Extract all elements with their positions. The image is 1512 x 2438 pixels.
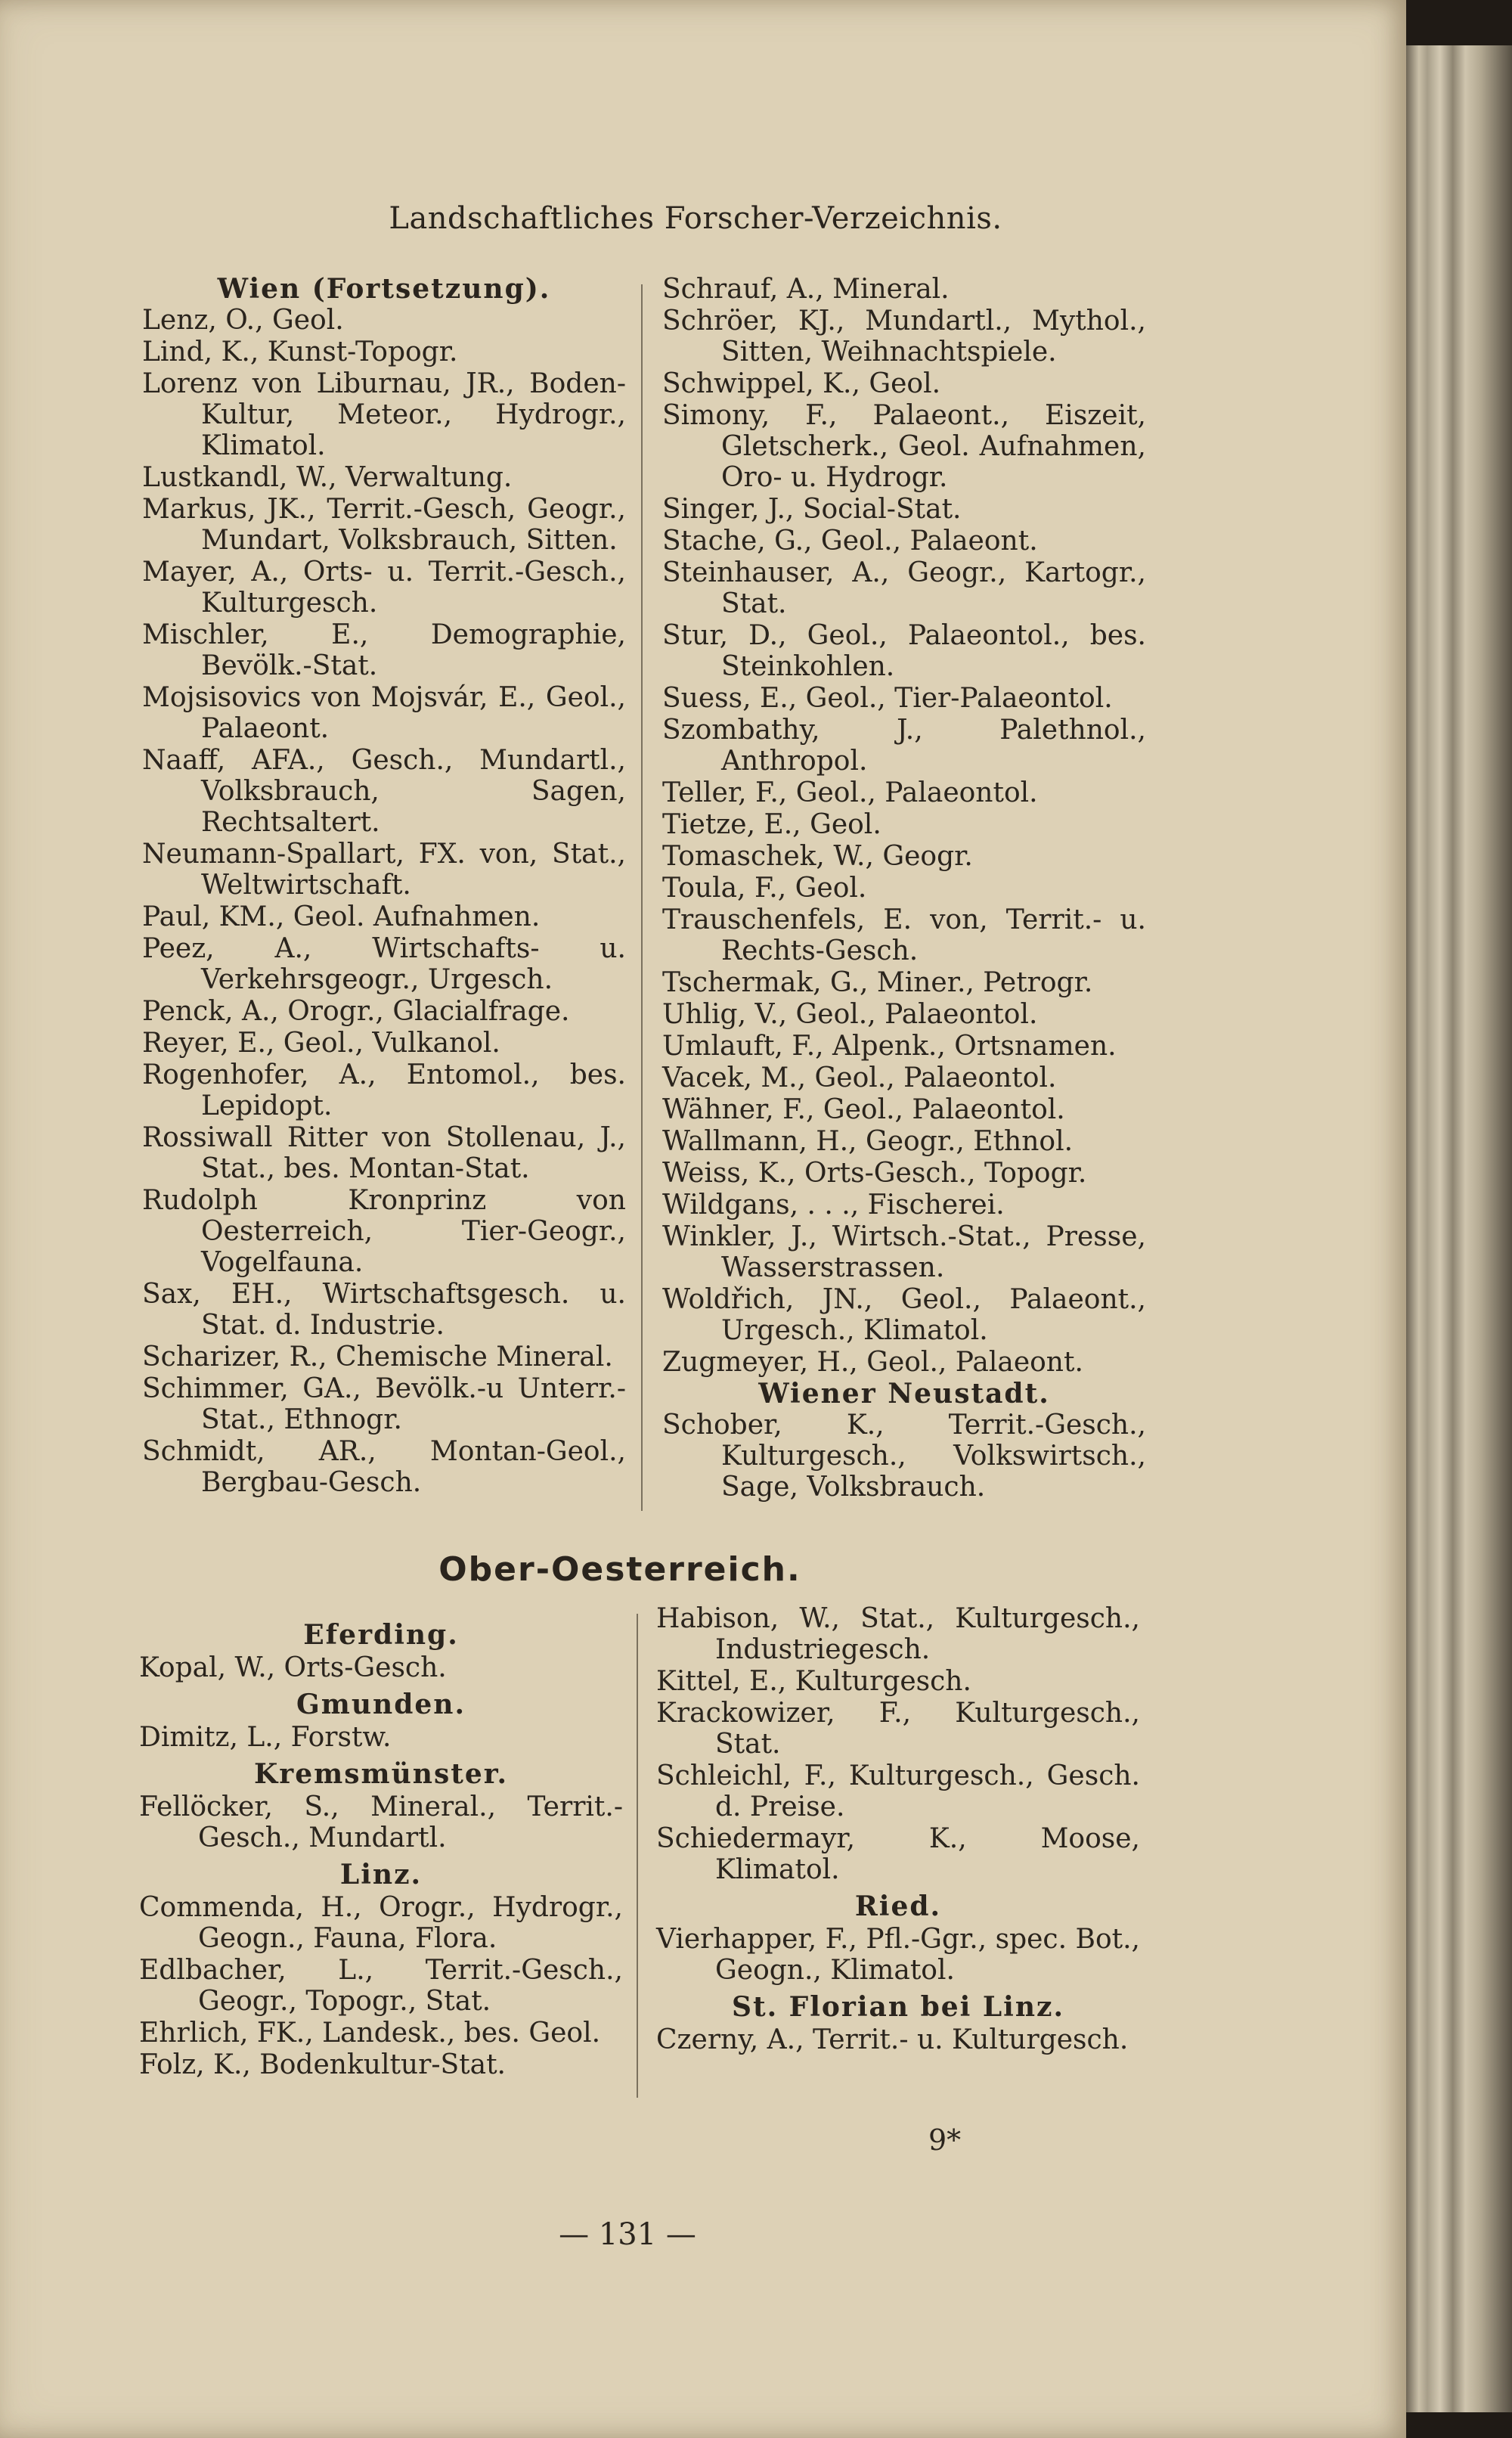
index-entry: Habison, W., Stat., Kulturgesch., Industriegesch.: [656, 1603, 1140, 1665]
index-entry: Kittel, E., Kulturgesch.: [656, 1666, 971, 1697]
index-entry: Steinhauser, A., Geogr., Kartogr., Stat.: [662, 557, 1146, 619]
index-entry: Szombathy, J., Palethnol., Anthropol.: [662, 715, 1146, 777]
index-entry: Mojsisovics von Mojsvár, E., Geol., Palaeont.: [142, 682, 626, 744]
place-heading: St. Florian bei Linz.: [731, 1991, 1065, 2023]
place-heading: Ried.: [854, 1891, 942, 1922]
index-entry: Trauschenfels, E. von, Territ.- u. Rechts-Gesch.: [662, 904, 1146, 966]
index-entry: Kopal, W., Orts-Gesch.: [139, 1652, 447, 1683]
index-entry: Zugmeyer, H., Geol., Palaeont.: [662, 1347, 1083, 1378]
place-heading: Gmunden.: [296, 1689, 466, 1720]
index-entry: Schimmer, GA., Bevölk.-u Unterr.-Stat., Ethnogr.: [142, 1373, 626, 1435]
wien-left-column: [142, 274, 626, 1499]
index-entry: Schiedermayr, K., Moose, Klimatol.: [656, 1823, 1140, 1885]
index-entry: Singer, J., Social-Stat.: [662, 494, 962, 525]
index-entry: Schleichl, F., Kulturgesch., Gesch. d. Preise.: [656, 1760, 1140, 1822]
place-heading: Wiener Neustadt.: [758, 1378, 1050, 1410]
index-entry: Penck, A., Orogr., Glacialfrage.: [142, 996, 570, 1027]
index-entry: Lustkandl, W., Verwaltung.: [142, 462, 513, 493]
place-heading: Linz.: [339, 1859, 423, 1891]
index-entry: Fellöcker, S., Mineral., Territ.-Gesch., Mundartl.: [139, 1791, 623, 1853]
wien-right-column: [662, 274, 1146, 1503]
index-entry: Markus, JK., Territ.-Gesch, Geogr., Mundart, Volksbrauch, Sitten.: [142, 494, 626, 556]
index-entry: Edlbacher, L., Territ.-Gesch., Geogr., Topogr., Stat.: [139, 1955, 623, 2017]
index-entry: Wähner, F., Geol., Palaeontol.: [662, 1094, 1065, 1125]
index-entry: Wildgans, . . ., Fischerei.: [662, 1190, 1005, 1221]
index-entry: Lenz, O., Geol.: [142, 305, 344, 336]
index-entry: Toula, F., Geol.: [662, 873, 867, 904]
index-entry: Wallmann, H., Geogr., Ethnol.: [662, 1126, 1074, 1157]
index-entry: Sax, EH., Wirtschaftsgesch. u. Stat. d. Industrie.: [142, 1279, 626, 1341]
index-entry: Tschermak, G., Miner., Petrogr.: [662, 967, 1093, 998]
index-entry: Schröer, KJ., Mundartl., Mythol., Sitten, Weihnachtspiele.: [662, 306, 1146, 368]
index-entry: Winkler, J., Wirtsch.-Stat., Presse, Wasserstrassen.: [662, 1221, 1146, 1283]
place-heading: Kremsmünster.: [254, 1758, 508, 1790]
index-entry: Schrauf, A., Mineral.: [662, 274, 950, 305]
index-entry: Lorenz von Liburnau, JR., Boden-Kultur, Meteor., Hydrogr., Klimatol.: [142, 368, 626, 461]
index-entry: Uhlig, V., Geol., Palaeontol.: [662, 999, 1038, 1030]
column-divider: [641, 284, 643, 1511]
index-entry: Ehrlich, FK., Landesk., bes. Geol.: [139, 2018, 601, 2049]
index-entry: Vacek, M., Geol., Palaeontol.: [662, 1062, 1057, 1093]
index-entry: Schwippel, K., Geol.: [662, 368, 941, 399]
index-entry: Scharizer, R., Chemische Mineral.: [142, 1342, 613, 1373]
index-entry: Stache, G., Geol., Palaeont.: [662, 526, 1038, 557]
running-head: Landschaftliches Forscher-Verzeichnis.: [389, 201, 1002, 236]
column-divider: [637, 1614, 638, 2098]
page-number: — 131 —: [559, 2217, 696, 2252]
index-entry: Lind, K., Kunst-Topogr.: [142, 337, 458, 368]
index-entry: Reyer, E., Geol., Vulkanol.: [142, 1028, 500, 1059]
index-entry: Krackowizer, F., Kulturgesch., Stat.: [656, 1698, 1140, 1760]
index-entry: Naaff, AFA., Gesch., Mundartl., Volksbrauch, Sagen, Rechtsaltert.: [142, 745, 626, 838]
index-entry: Peez, A., Wirtschafts- u. Verkehrsgeogr., Urgesch.: [142, 933, 626, 995]
index-entry: Woldřich, JN., Geol., Palaeont., Urgesch., Klimatol.: [662, 1284, 1146, 1346]
index-entry: Mayer, A., Orts- u. Territ.-Gesch., Kulturgesch.: [142, 557, 626, 619]
index-entry: Tietze, E., Geol.: [662, 809, 881, 840]
index-entry: Stur, D., Geol., Palaeontol., bes. Steinkohlen.: [662, 620, 1146, 682]
place-heading: Wien (Fortsetzung).: [217, 273, 551, 305]
index-entry: Rogenhofer, A., Entomol., bes. Lepidopt.: [142, 1059, 626, 1121]
index-entry: Mischler, E., Demographie, Bevölk.-Stat.: [142, 619, 626, 681]
index-entry: Weiss, K., Orts-Gesch., Topogr.: [662, 1158, 1087, 1189]
index-entry: Rossiwall Ritter von Stollenau, J., Stat., bes. Montan-Stat.: [142, 1122, 626, 1184]
place-heading: Eferding.: [303, 1619, 459, 1651]
page-edges: [1406, 45, 1512, 2412]
index-entry: Simony, F., Palaeont., Eiszeit, Gletscherk., Geol. Aufnahmen, Oro- u. Hydrogr.: [662, 400, 1146, 493]
index-entry: Vierhapper, F., Pfl.-Ggr., spec. Bot., Geogn., Klimatol.: [656, 1924, 1140, 1986]
index-entry: Tomaschek, W., Geogr.: [662, 841, 973, 872]
region-heading: Ober-Oesterreich.: [438, 1550, 801, 1589]
index-entry: Schober, K., Territ.-Gesch., Kulturgesch., Volkswirtsch., Sage, Volksbrauch.: [662, 1410, 1146, 1503]
index-entry: Czerny, A., Territ.- u. Kulturgesch.: [656, 2024, 1129, 2055]
index-entry: Paul, KM., Geol. Aufnahmen.: [142, 901, 541, 932]
index-entry: Neumann-Spallart, FX. von, Stat., Weltwirtschaft.: [142, 839, 626, 901]
signature-mark: 9*: [928, 2123, 962, 2157]
index-entry: Folz, K., Bodenkultur-Stat.: [139, 2049, 506, 2080]
index-entry: Commenda, H., Orogr., Hydrogr., Geogn., Fauna, Flora.: [139, 1892, 623, 1954]
index-entry: Rudolph Kronprinz von Oesterreich, Tier-Geogr., Vogelfauna.: [142, 1185, 626, 1278]
ober-oesterreich-right-column: [656, 1603, 1140, 2056]
index-entry: Teller, F., Geol., Palaeontol.: [662, 777, 1038, 808]
ober-oesterreich-left-column: [139, 1614, 623, 2081]
index-entry: Schmidt, AR., Montan-Geol., Bergbau-Gesch.: [142, 1436, 626, 1498]
index-entry: Dimitz, L., Forstw.: [139, 1722, 392, 1753]
index-entry: Suess, E., Geol., Tier-Palaeontol.: [662, 683, 1113, 714]
index-entry: Umlauft, F., Alpenk., Ortsnamen.: [662, 1031, 1117, 1062]
